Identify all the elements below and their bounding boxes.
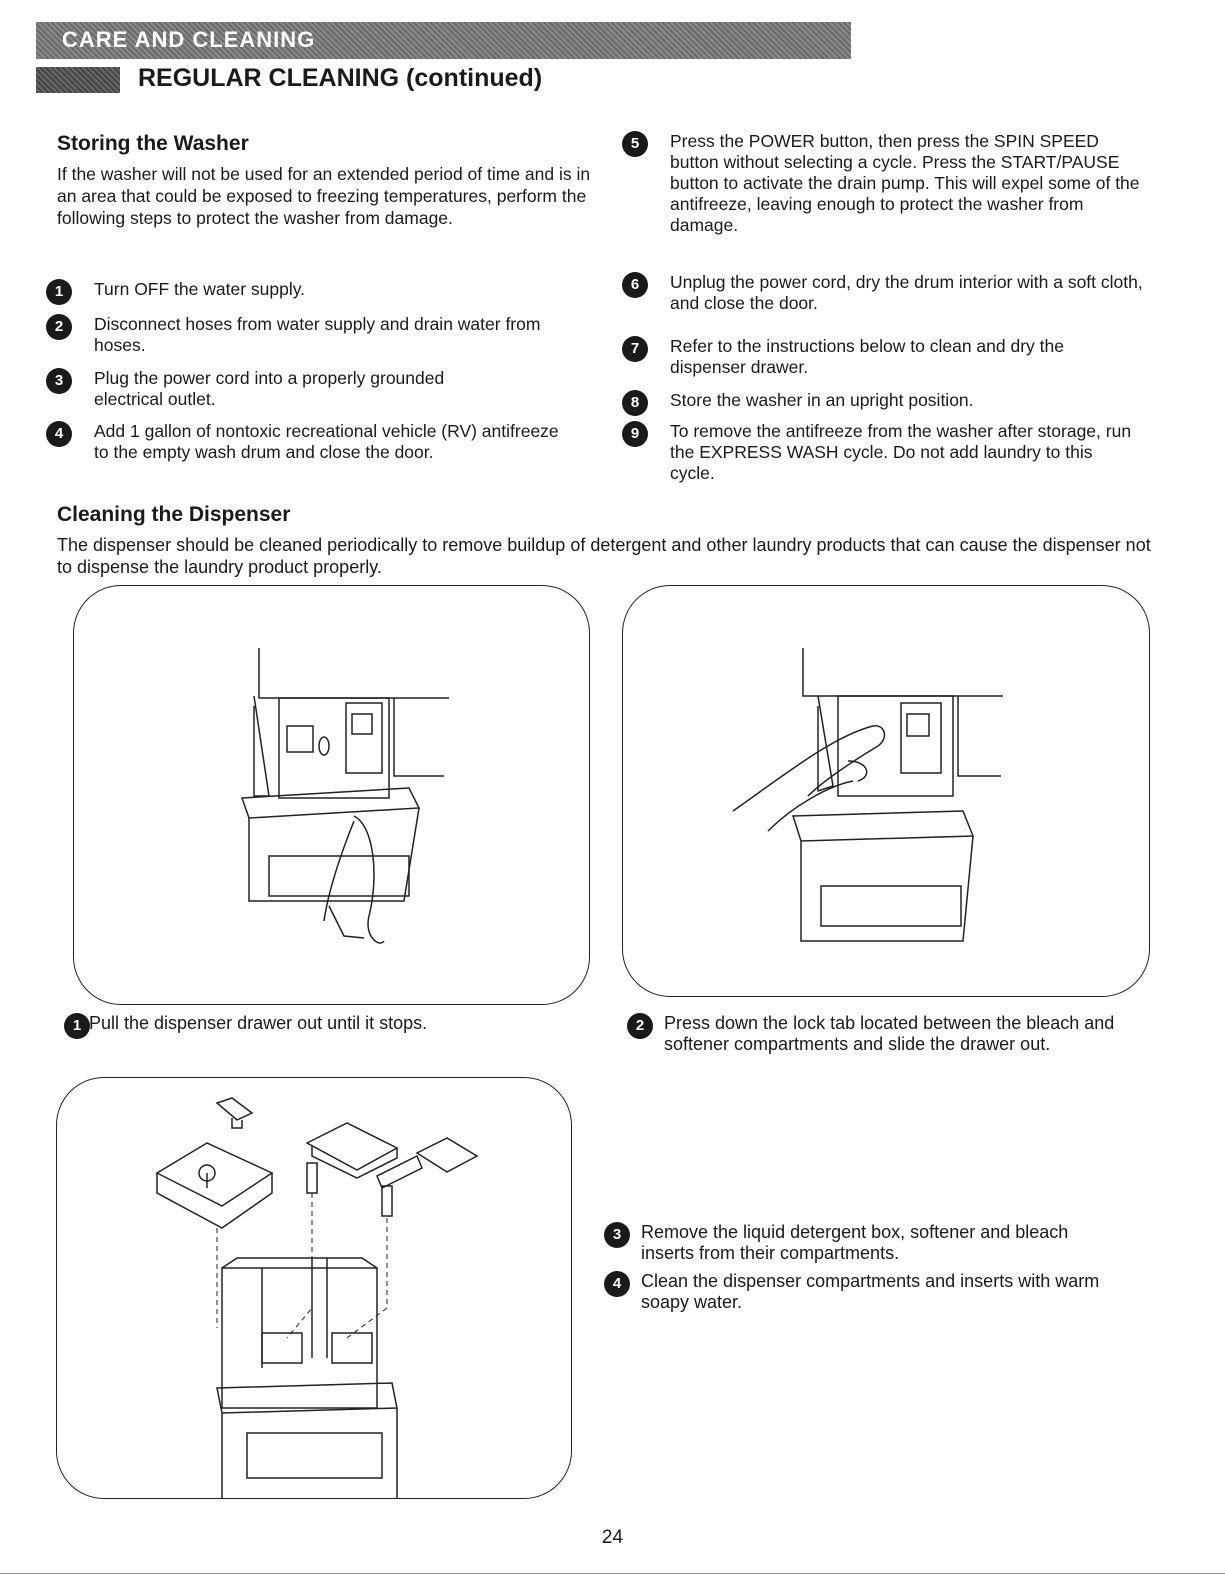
step-text: Press the POWER button, then press the SPIN SPEED button without selecting a cycle. Press the START/PAUSE button to activate the drain pump. This will expel some of the antifreeze, leaving enough to protect the washer from damage. <box>670 131 1140 235</box>
dispenser-heading: Cleaning the Dispenser <box>57 503 291 526</box>
subtitle-marker <box>36 67 120 93</box>
step-text: Remove the liquid detergent box, softener and bleach inserts from their compartments. <box>641 1222 1069 1263</box>
step-number: 3 <box>604 1222 630 1248</box>
step-number: 4 <box>604 1271 630 1297</box>
page-number: 24 <box>601 1527 624 1548</box>
step-number: 4 <box>46 421 72 447</box>
bottom-rule <box>0 1573 1225 1574</box>
lock-tab-drawing <box>623 586 1149 996</box>
step-number: 1 <box>46 279 72 305</box>
illustration-remove-inserts <box>56 1077 572 1499</box>
step-number: 1 <box>64 1013 90 1039</box>
step-text: Store the washer in an upright position. <box>670 390 974 410</box>
page-subtitle: REGULAR CLEANING (continued) <box>138 64 543 92</box>
step-text: Pull the dispenser drawer out until it stops. <box>89 1013 428 1033</box>
section-banner <box>36 22 851 59</box>
illustration-pull-drawer <box>73 585 590 1005</box>
step-text: Unplug the power cord, dry the drum interior with a soft cloth, and close the door. <box>670 272 1143 313</box>
step-text: To remove the antifreeze from the washer after storage, run the EXPRESS WASH cycle. Do not add laundry to this cycle. <box>670 421 1132 483</box>
storing-intro: If the washer will not be used for an extended period of time and is in an area that could be exposed to freezing temperatures, perform the following steps to protect the washer from damage. <box>57 164 591 228</box>
step-text: Turn OFF the water supply. <box>94 279 306 299</box>
step-text: Plug the power cord into a properly grounded electrical outlet. <box>94 368 445 409</box>
step-number: 3 <box>46 368 72 394</box>
step-number: 6 <box>622 272 648 298</box>
step-number: 8 <box>622 390 648 416</box>
step-text: Add 1 gallon of nontoxic recreational vehicle (RV) antifreeze to the empty wash drum and close the door. <box>94 421 559 462</box>
step-number: 9 <box>622 421 648 447</box>
step-number: 7 <box>622 336 648 362</box>
step-number: 5 <box>622 131 648 157</box>
step-number: 2 <box>46 314 72 340</box>
drawer-pull-drawing <box>74 586 589 1004</box>
step-text: Refer to the instructions below to clean and dry the dispenser drawer. <box>670 336 1064 377</box>
section-title: CARE AND CLEANING <box>62 27 316 52</box>
step-text: Disconnect hoses from water supply and drain water from hoses. <box>94 314 541 355</box>
inserts-drawing <box>57 1078 571 1498</box>
illustration-lock-tab <box>622 585 1150 997</box>
dispenser-intro: The dispenser should be cleaned periodically to remove buildup of detergent and other laundry products that can cause the dispenser not to dispense the laundry product properly. <box>57 535 1151 577</box>
step-number: 2 <box>627 1013 653 1039</box>
storing-heading: Storing the Washer <box>57 132 249 155</box>
step-text: Press down the lock tab located between the bleach and softener compartments and slide the drawer out. <box>664 1013 1115 1054</box>
step-text: Clean the dispenser compartments and inserts with warm soapy water. <box>641 1271 1100 1312</box>
